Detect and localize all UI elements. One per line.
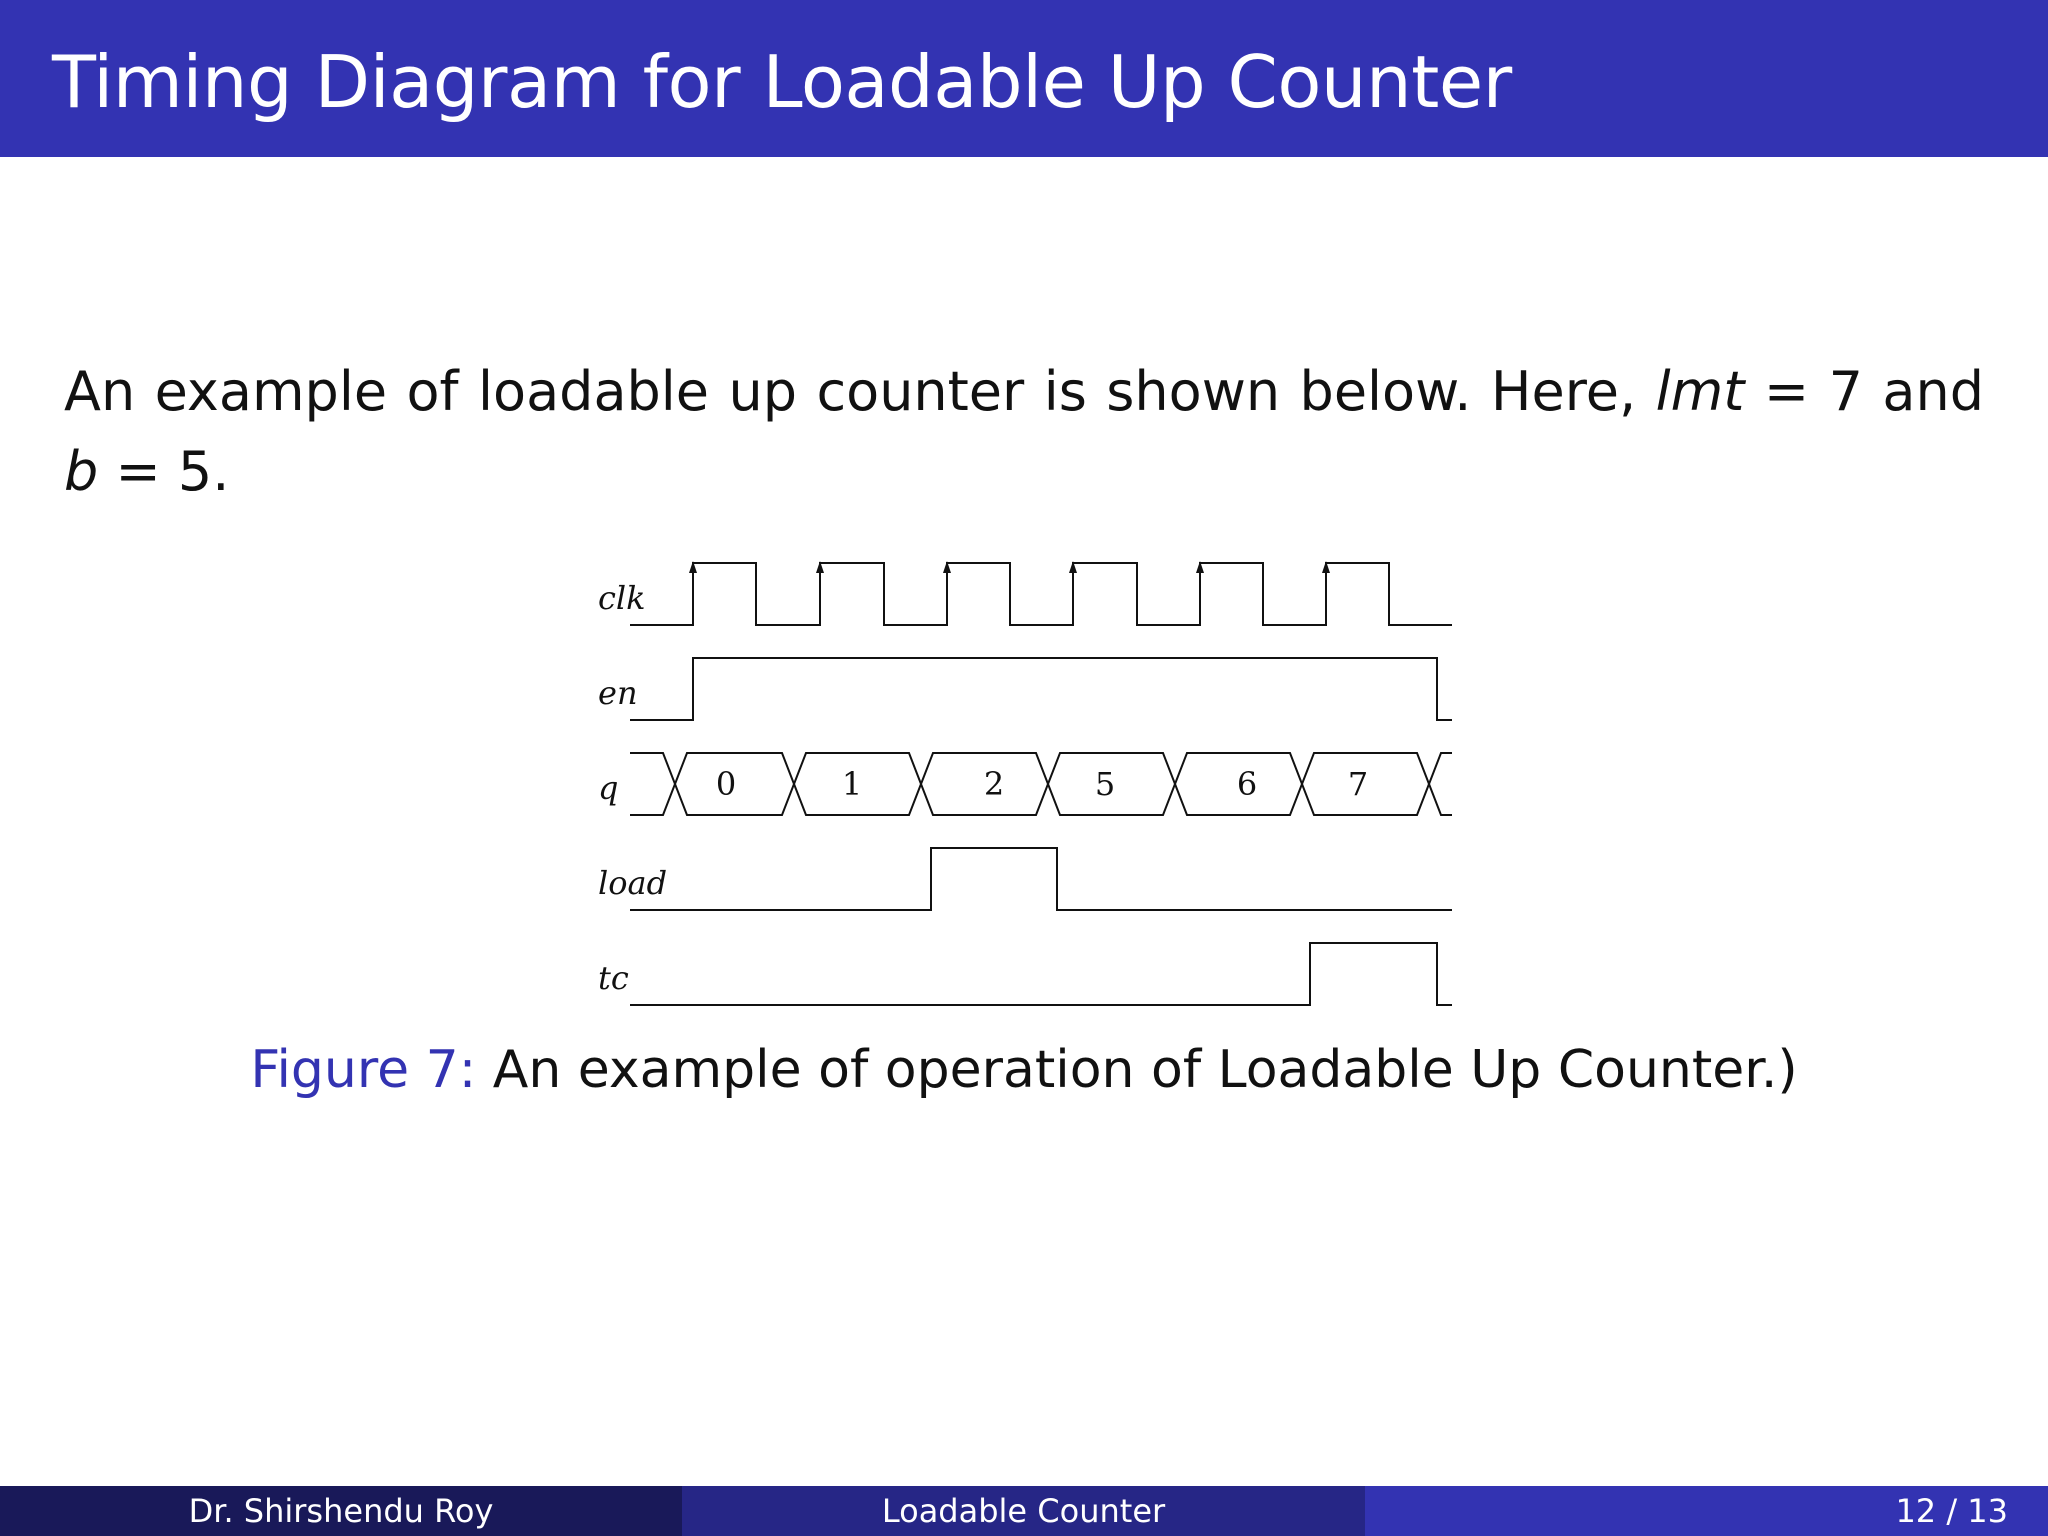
footer-bar <box>0 1486 2048 1536</box>
b-equals-sign: = <box>98 440 178 503</box>
q-bus-waveform <box>630 753 1452 815</box>
figure-caption-text: An example of operation of Loadable Up Counter.) <box>476 1040 1798 1100</box>
page-number: 12 / 13 <box>1895 1492 2008 1530</box>
tc-waveform <box>630 943 1452 1005</box>
body-text-prefix: An example of loadable up counter is shown below. Here, <box>64 360 1656 423</box>
q-value: 6 <box>1236 765 1258 803</box>
q-value: 1 <box>841 765 863 803</box>
signal-label-clk: clk <box>598 579 646 617</box>
signal-label-tc: tc <box>598 959 629 997</box>
figure-label: Figure 7: <box>250 1040 477 1100</box>
and-word: and <box>1862 360 1985 423</box>
signal-label-load: load <box>598 864 668 902</box>
q-value: 5 <box>1094 765 1116 803</box>
footer-page-number <box>1365 1486 2048 1536</box>
footer-topic: Loadable Counter <box>682 1486 1365 1536</box>
lmt-value: 7 <box>1828 360 1863 423</box>
en-waveform <box>630 658 1452 720</box>
equals-sign: = <box>1744 360 1829 423</box>
q-value: 0 <box>715 765 737 803</box>
lmt-variable: lmt <box>1655 360 1745 423</box>
footer-author: Dr. Shirshendu Roy <box>0 1486 682 1536</box>
b-variable: b <box>64 440 99 503</box>
q-value: 7 <box>1347 765 1369 803</box>
q-value: 2 <box>983 765 1005 803</box>
b-value: 5. <box>177 440 230 503</box>
slide-title: Timing Diagram for Loadable Up Counter <box>52 40 1512 124</box>
load-waveform <box>630 848 1452 910</box>
figure-caption <box>0 1040 2048 1100</box>
signal-label-q: q <box>598 769 619 807</box>
signal-label-en: en <box>598 674 638 712</box>
